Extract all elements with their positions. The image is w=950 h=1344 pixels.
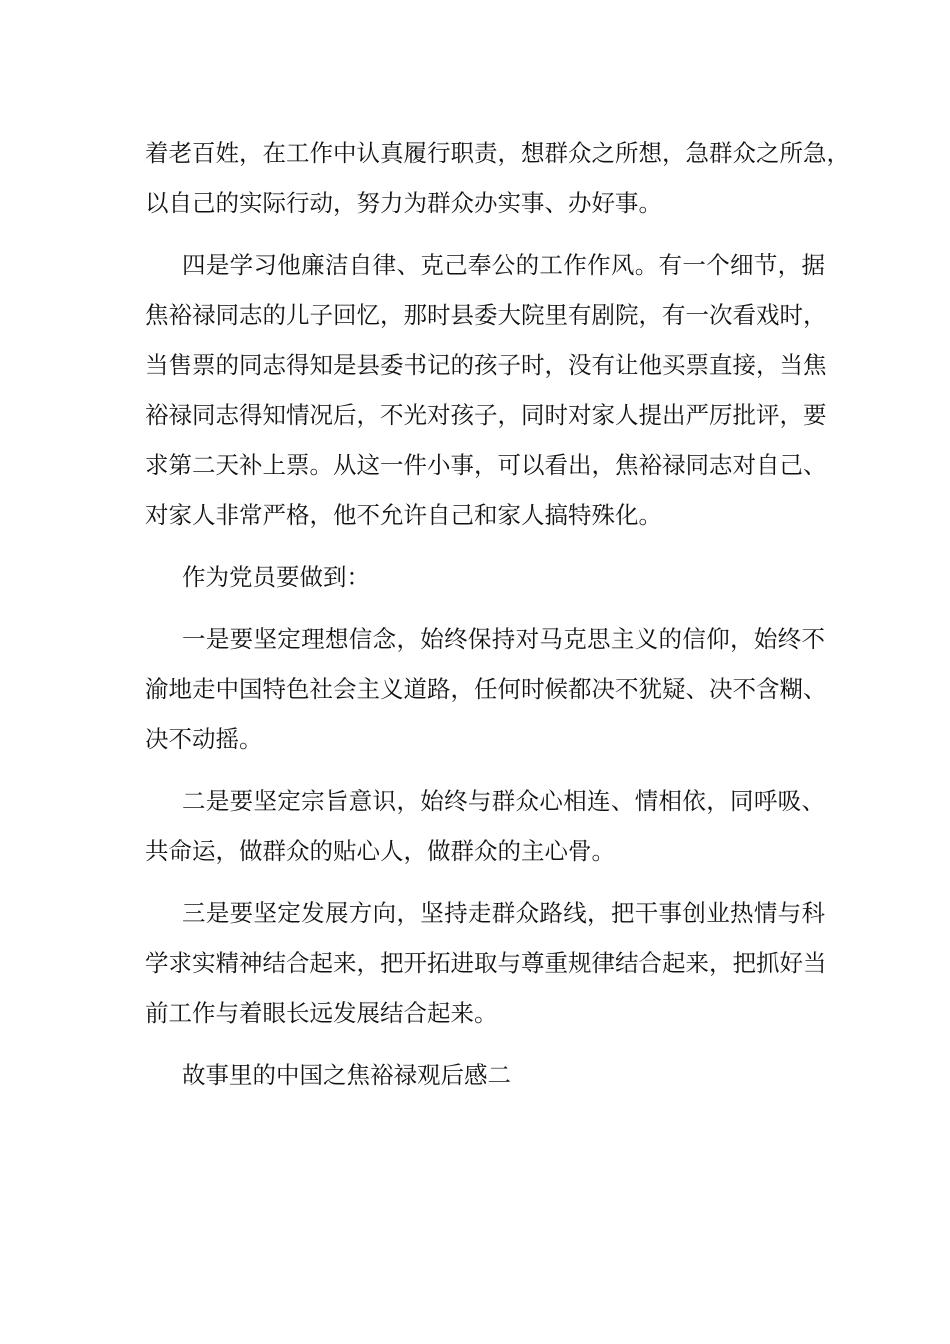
text-line: 求第二天补上票。从这一件小事，可以看出，焦裕禄同志对自己、 (145, 451, 827, 479)
text-line: 一是要坚定理想信念，始终保持对马克思主义的信仰，始终不 (182, 625, 825, 653)
text-line: 当售票的同志得知是县委书记的孩子时，没有让他买票直接，当焦 (145, 351, 827, 379)
text-line: 决不动摇。 (145, 725, 263, 753)
text-line: 故事里的中国之焦裕禄观后感二 (182, 1061, 511, 1089)
paragraph-point-four (145, 240, 825, 540)
text-line: 共命运，做群众的贴心人，做群众的主心骨。 (145, 837, 615, 865)
section-heading (145, 1050, 825, 1100)
text-line: 渝地走中国特色社会主义道路，任何时候都决不犹疑、决不含糊、 (145, 675, 827, 703)
text-line: 学求实精神结合起来，把开拓进取与尊重规律结合起来，把抓好当 (145, 949, 827, 977)
paragraph-item-three (145, 888, 825, 1038)
paragraph-item-two (145, 776, 825, 876)
text-line: 裕禄同志得知情况后，不光对孩子，同时对家人提出严厉批评，要 (145, 401, 827, 429)
text-line: 前工作与着眼长远发展结合起来。 (145, 999, 498, 1027)
text-line: 着老百姓，在工作中认真履行职责，想群众之所想，急群众之所急， (145, 139, 850, 167)
paragraph-continuation (145, 128, 850, 228)
text-line: 二是要坚定宗旨意识，始终与群众心相连、情相依，同呼吸、 (182, 787, 825, 815)
text-line: 三是要坚定发展方向，坚持走群众路线，把干事创业热情与科 (182, 899, 825, 927)
text-line: 对家人非常严格，他不允许自己和家人搞特殊化。 (145, 501, 662, 529)
paragraph-party-member-intro (145, 552, 825, 602)
text-line: 以自己的实际行动，努力为群众办实事、办好事。 (145, 189, 662, 217)
text-line: 焦裕禄同志的儿子回忆，那时县委大院里有剧院，有一次看戏时， (145, 301, 827, 329)
paragraph-item-one (145, 614, 825, 764)
text-line: 作为党员要做到： (182, 563, 370, 591)
document-body (145, 128, 850, 1112)
text-line: 四是学习他廉洁自律、克己奉公的工作作风。有一个细节，据 (182, 251, 825, 279)
